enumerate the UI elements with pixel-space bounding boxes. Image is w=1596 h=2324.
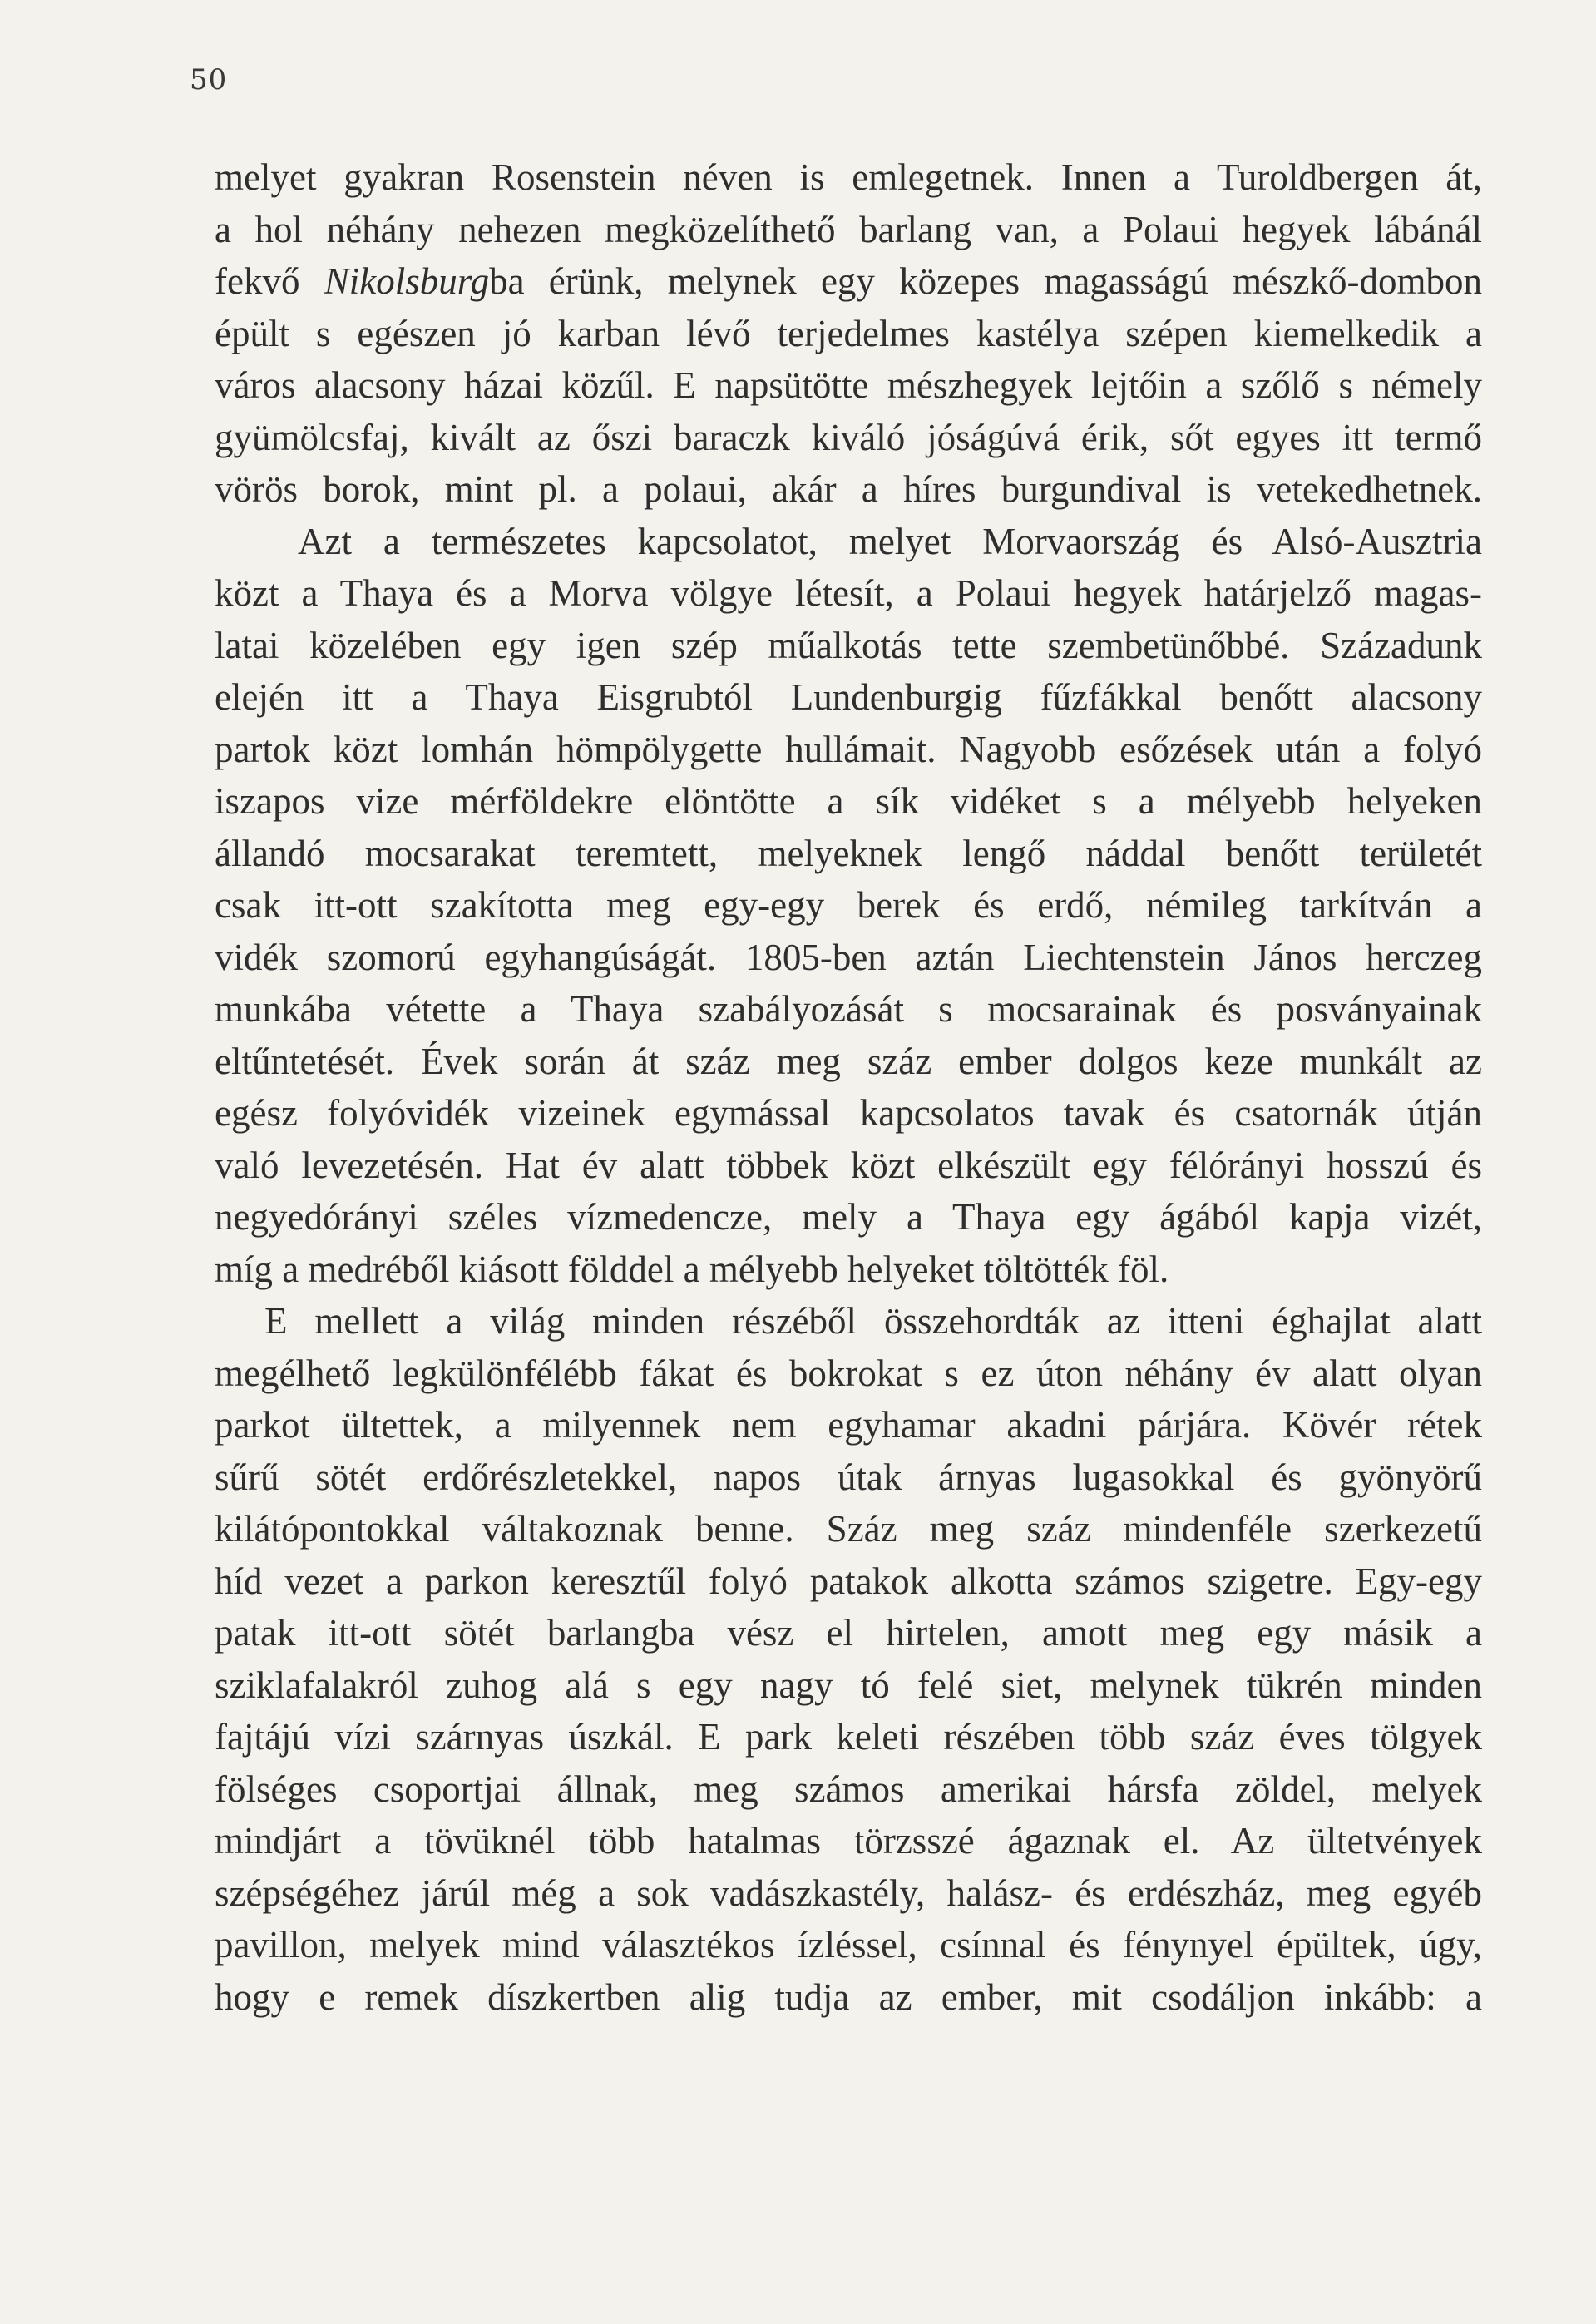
text-segment: ba érünk, melynek egy közepes magasságú mészkő-dombon [489, 260, 1482, 302]
text-line: gyümölcsfaj, kivált az őszi baraczk kiváló jóságúvá érik, sőt egyes itt termő [215, 416, 1482, 458]
text-line: Azt a természetes kapcsolatot, melyet Morvaország és Alsó-Ausztria [298, 520, 1482, 562]
text-line: eltűntetését. Évek során át száz meg száz ember dolgos keze munkált az [215, 1040, 1482, 1082]
text-line: elején itt a Thaya Eisgrubtól Lundenburgig fűzfákkal benőtt alacsony [215, 676, 1482, 718]
text-line: munkába vétette a Thaya szabályozását s mocsarainak és posványainak [215, 988, 1482, 1030]
body-text [215, 151, 1482, 2023]
text-line: negyedórányi széles vízmedencze, mely a Thaya egy ágából kapja vizét, [215, 1196, 1482, 1238]
text-line: hogy e remek díszkertben alig tudja az ember, mit csodáljon inkább: a [215, 1975, 1482, 2018]
text-line: mindjárt a tövüknél több hatalmas törzsszé ágaznak el. Az ültetvények [215, 1820, 1482, 1862]
text-line: állandó mocsarakat teremtett, melyeknek lengő náddal benőtt területét [215, 832, 1482, 874]
text-line: sziklafalakról zuhog alá s egy nagy tó felé siet, melynek tükrén minden [215, 1664, 1482, 1706]
text-line: csak itt-ott szakította meg egy-egy berek és erdő, némileg tarkítván a [215, 884, 1482, 926]
text-line: parkot ültettek, a milyennek nem egyhamar akadni párjára. Kövér rétek [215, 1404, 1482, 1446]
text-line: egész folyóvidék vizeinek egymással kapcsolatos tavak és csatornák útján [215, 1092, 1482, 1134]
text-line: sűrű sötét erdőrészletekkel, napos útak árnyas lugasokkal és gyönyörű [215, 1456, 1482, 1498]
text-line: melyet gyakran Rosenstein néven is emlegetnek. Innen a Turoldbergen át, [215, 156, 1482, 198]
page-number: 50 [190, 63, 228, 96]
text-line: szépségéhez járúl még a sok vadászkastély, halász- és erdészház, meg egyéb [215, 1872, 1482, 1914]
text-line: város alacsony házai közűl. E napsütötte mészhegyek lejtőin a szőlő s némely [215, 364, 1482, 406]
text-line: híd vezet a parkon keresztűl folyó patakok alkotta számos szigetre. Egy-egy [215, 1560, 1482, 1602]
text-line: kilátópontokkal váltakoznak benne. Száz meg száz mindenféle szerkezetű [215, 1508, 1482, 1550]
text-line: a hol néhány nehezen megközelíthető barlang van, a Polaui hegyek lábánál [215, 208, 1482, 250]
text-line: fajtájú vízi szárnyas úszkál. E park keleti részében több száz éves tölgyek [215, 1716, 1482, 1758]
text-line: patak itt-ott sötét barlangba vész el hirtelen, amott meg egy másik a [215, 1612, 1482, 1654]
text-line: vörös borok, mint pl. a polaui, akár a híres burgundival is vetekedhetnek. [215, 468, 1482, 510]
text-line: E mellett a világ minden részéből összehordták az itteni éghajlat alatt [264, 1300, 1482, 1342]
italic-place-name: Nikolsburg [324, 260, 490, 302]
text-line: közt a Thaya és a Morva völgye létesít, a Polaui hegyek határjelző magas- [215, 572, 1482, 614]
text-line: partok közt lomhán hömpölygette hullámait. Nagyobb esőzések után a folyó [215, 728, 1482, 770]
text-line: míg a medréből kiásott földdel a mélyebb helyeket töltötték föl. [215, 1248, 1169, 1290]
text-line: fölséges csoportjai állnak, meg számos amerikai hársfa zöldel, melyek [215, 1768, 1482, 1810]
text-line: vidék szomorú egyhangúságát. 1805-ben aztán Liechtenstein János herczeg [215, 936, 1482, 978]
text-line: iszapos vize mérföldekre elöntötte a sík vidéket s a mélyebb helyeken [215, 780, 1482, 822]
text-line: latai közelében egy igen szép műalkotás tette szembetünőbbé. Századunk [215, 624, 1482, 666]
text-line: való levezetésén. Hat év alatt többek közt elkészült egy félórányi hosszú és [215, 1144, 1482, 1186]
text-line: épült s egészen jó karban lévő terjedelmes kastélya szépen kiemelkedik a [215, 312, 1482, 354]
text-line [215, 255, 1482, 308]
text-line: pavillon, melyek mind választékos ízléssel, csínnal és fénynyel épültek, úgy, [215, 1924, 1482, 1966]
text-segment: fekvő [215, 260, 324, 302]
text-line: megélhető legkülönfélébb fákat és bokrokat s ez úton néhány év alatt olyan [215, 1352, 1482, 1394]
